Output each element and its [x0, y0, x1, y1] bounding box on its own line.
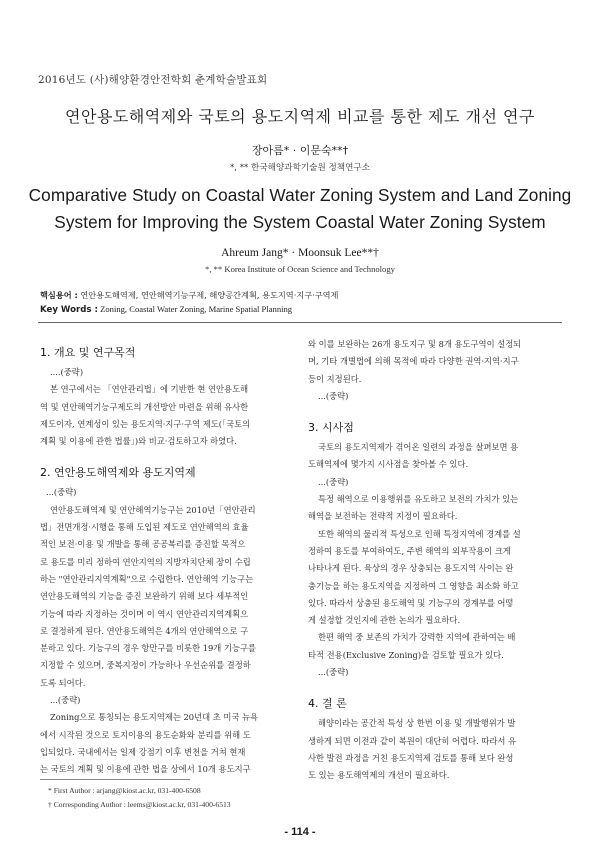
- paragraph: [308, 336, 560, 388]
- text-line: 계획 및 이용에 관한 법률」)와 비교·검토하고자 하였다.: [40, 436, 237, 447]
- paragraph: [308, 715, 560, 784]
- text-line: 도록 되어다.: [40, 677, 86, 688]
- right-column: [308, 336, 560, 785]
- paragraph: [308, 526, 560, 630]
- english-title-line: System for Improving the System Coastal Water Zoning System: [54, 212, 546, 232]
- text-line: 기능에 따라 지정하는 것이며 이 역시 연안관리지역계획으: [40, 608, 249, 619]
- text-line: 사한 발전 과정을 거친 용도지역제 검토를 통해 보다 완성: [308, 752, 514, 763]
- english-affiliation: *, ** Korea Institute of Ocean Science and Technology: [205, 264, 395, 274]
- keywords-text: Zoning, Coastal Water Zoning, Marine Spatial Planning: [100, 304, 293, 314]
- text-line: 적인 보전·이용 및 개발을 통해 공공복리를 증진할 목적으: [40, 539, 246, 550]
- text-line: 국토의 용도지역제가 겪어온 일련의 과정을 살펴보면 용: [318, 442, 519, 453]
- footnote-first-author: * First Author : arjang@kiost.ac.kr, 031-400-6508: [48, 786, 201, 795]
- text-line: 역 및 연안해역기능구제도의 개선방안 마련을 위해 유사한: [40, 401, 249, 412]
- left-column: [40, 338, 292, 779]
- text-line: 연안용도해역제 및 연안해역기능구는 2010년「연안관리: [50, 504, 256, 515]
- text-line: 하는 "연안관리지역계획"으로 수립한다. 연안해역 기능구는: [40, 573, 254, 584]
- text-line: 분하고 있다. 기능구의 경우 항만구를 비롯한 19개 기능구를: [40, 643, 256, 654]
- text-line: 게 설정할 것인지에 관한 논의가 필요하다.: [308, 615, 461, 626]
- section-heading: 3. 시사점: [308, 421, 354, 435]
- text-line: 도 있는 용도해역제의 개선이 필요하다.: [308, 770, 450, 781]
- text-line: 등이 지정된다.: [308, 373, 362, 384]
- omission-note: ...(중략): [318, 667, 349, 678]
- text-line: 있다. 따라서 상충된 용도해역 및 기능구의 경계부를 어떻: [308, 597, 514, 608]
- text-line: 제도이자, 연계성이 있는 용도지역·지구·구역 제도(「국토의: [40, 418, 251, 429]
- text-line: 또한 해역의 물리적 특성으로 인해 특정지역에 경계를 설: [318, 528, 521, 539]
- keywords-label: Key Words :: [40, 305, 98, 315]
- omission-note: ...(중략): [318, 390, 349, 401]
- paragraph: [40, 502, 292, 692]
- omission-note: ...(중략): [46, 487, 77, 498]
- text-line: 해양이라는 공간적 특성 상 한번 이용 및 개발행위가 발: [318, 718, 516, 729]
- keywords-text: 연안용도해역제, 연안해역기능구제, 해양공간계획, 용도지역·지구·구역제: [80, 290, 339, 300]
- english-title: [0, 182, 600, 236]
- paragraph: [40, 381, 292, 450]
- section-heading: 4. 결 론: [308, 697, 347, 711]
- text-line: 며, 기타 개별법에 의해 목적에 따라 다양한 권역·지역·지구: [308, 356, 519, 367]
- section-heading: 2. 연안용도해역제와 용도지역제: [40, 466, 196, 480]
- footnote-corresponding-author: † Corresponding Author : leems@kiost.ac.kr, 031-400-6513: [48, 800, 231, 809]
- text-line: Zoning으로 통칭되는 용도지역제는 20년대 초 미국 뉴욕: [50, 712, 259, 723]
- text-line: 한편 해역 중 보존의 가치가 강력한 지역에 관하여는 배: [318, 632, 516, 643]
- text-line: 로 용도를 미리 정하여 연안지역의 지방자치단체 장이 수립: [40, 556, 251, 567]
- text-line: 법」전면개정·시행을 통해 도입된 제도로 연안해역의 효율: [40, 522, 249, 533]
- omission-note: ...(중략): [318, 476, 349, 487]
- text-line: 충기능을 하는 용도지역을 지정하여 그 영향을 최소화 하고: [308, 580, 519, 591]
- text-line: 정하여 용도를 부여하여도, 주변 해역의 외부작용이 크게: [308, 545, 511, 556]
- omission-note: ....(중략): [50, 367, 84, 377]
- korean-title: 연안용도해역제와 국토의 용도지역제 비교를 통한 제도 개선 연구: [65, 107, 535, 126]
- footnote-rule: [40, 779, 190, 780]
- text-line: 특정 해역으로 이용행위를 유도하고 보전의 가치가 있는: [318, 494, 519, 505]
- text-line: 생하게 되면 이전과 같이 복원이 대단히 어렵다. 따라서 유: [308, 735, 517, 746]
- korean-authors: 장아름* · 이문숙**†: [251, 144, 349, 157]
- paragraph: [40, 709, 292, 778]
- english-title-line: Comparative Study on Coastal Water Zoning System and Land Zoning: [28, 185, 572, 205]
- text-line: 나타나게 된다. 육상의 경우 상충되는 용도지역 사이는 완: [308, 563, 514, 574]
- text-line: 입되었다. 국내에서는 일제 강점기 이후 변천을 거쳐 현재: [40, 746, 246, 757]
- korean-keywords: [40, 290, 338, 301]
- text-line: 본 연구에서는 「연안관리법」에 기반한 현 연안용도해: [50, 384, 249, 395]
- text-line: 지정할 수 있으며, 중복지정이 가능하나 우선순위를 결정하: [40, 660, 251, 671]
- english-authors: Ahreum Jang* · Moonsuk Lee**†: [221, 247, 379, 259]
- text-line: 로 결정하게 된다. 연안용도해역은 4개의 연안해역으로 구: [40, 625, 249, 636]
- paragraph: [308, 629, 560, 664]
- english-keywords: [40, 304, 292, 315]
- text-line: 에서 시작된 것으로 토지이용의 용도순화와 분리를 위해 도: [40, 729, 251, 740]
- korean-affiliation: *, ** 한국해양과학기술원 정책연구소: [229, 163, 371, 173]
- section-heading: 1. 개요 및 연구목적: [40, 346, 136, 359]
- paragraph: [308, 491, 560, 526]
- omission-note: ...(중략): [50, 695, 81, 706]
- text-line: 는 국토의 계획 및 이용에 관한 법을 상에서 10개 용도지구: [40, 764, 251, 775]
- paragraph: [308, 439, 560, 474]
- text-line: 도해역제에 몇가지 시사점을 찾아볼 수 있다.: [308, 459, 469, 470]
- keywords-label: 핵심용어 :: [40, 290, 78, 300]
- conference-header: 2016년도 (사)해양환경안전학회 춘계학술발표회: [38, 74, 268, 86]
- text-line: 타적 전용(Exclusive Zoning)을 검토할 필요가 있다.: [308, 649, 504, 660]
- text-line: 해역을 보전하는 전략적 지정이 필요하다.: [308, 511, 458, 522]
- page-number: - 114 -: [284, 826, 316, 838]
- text-line: 연안용도해역의 기능을 증진 보완하기 위해 보다 세부적인: [40, 591, 249, 602]
- text-line: 와 이를 보완하는 26개 용도지구 및 8개 용도구역이 설정되: [308, 339, 522, 349]
- divider: [38, 322, 562, 323]
